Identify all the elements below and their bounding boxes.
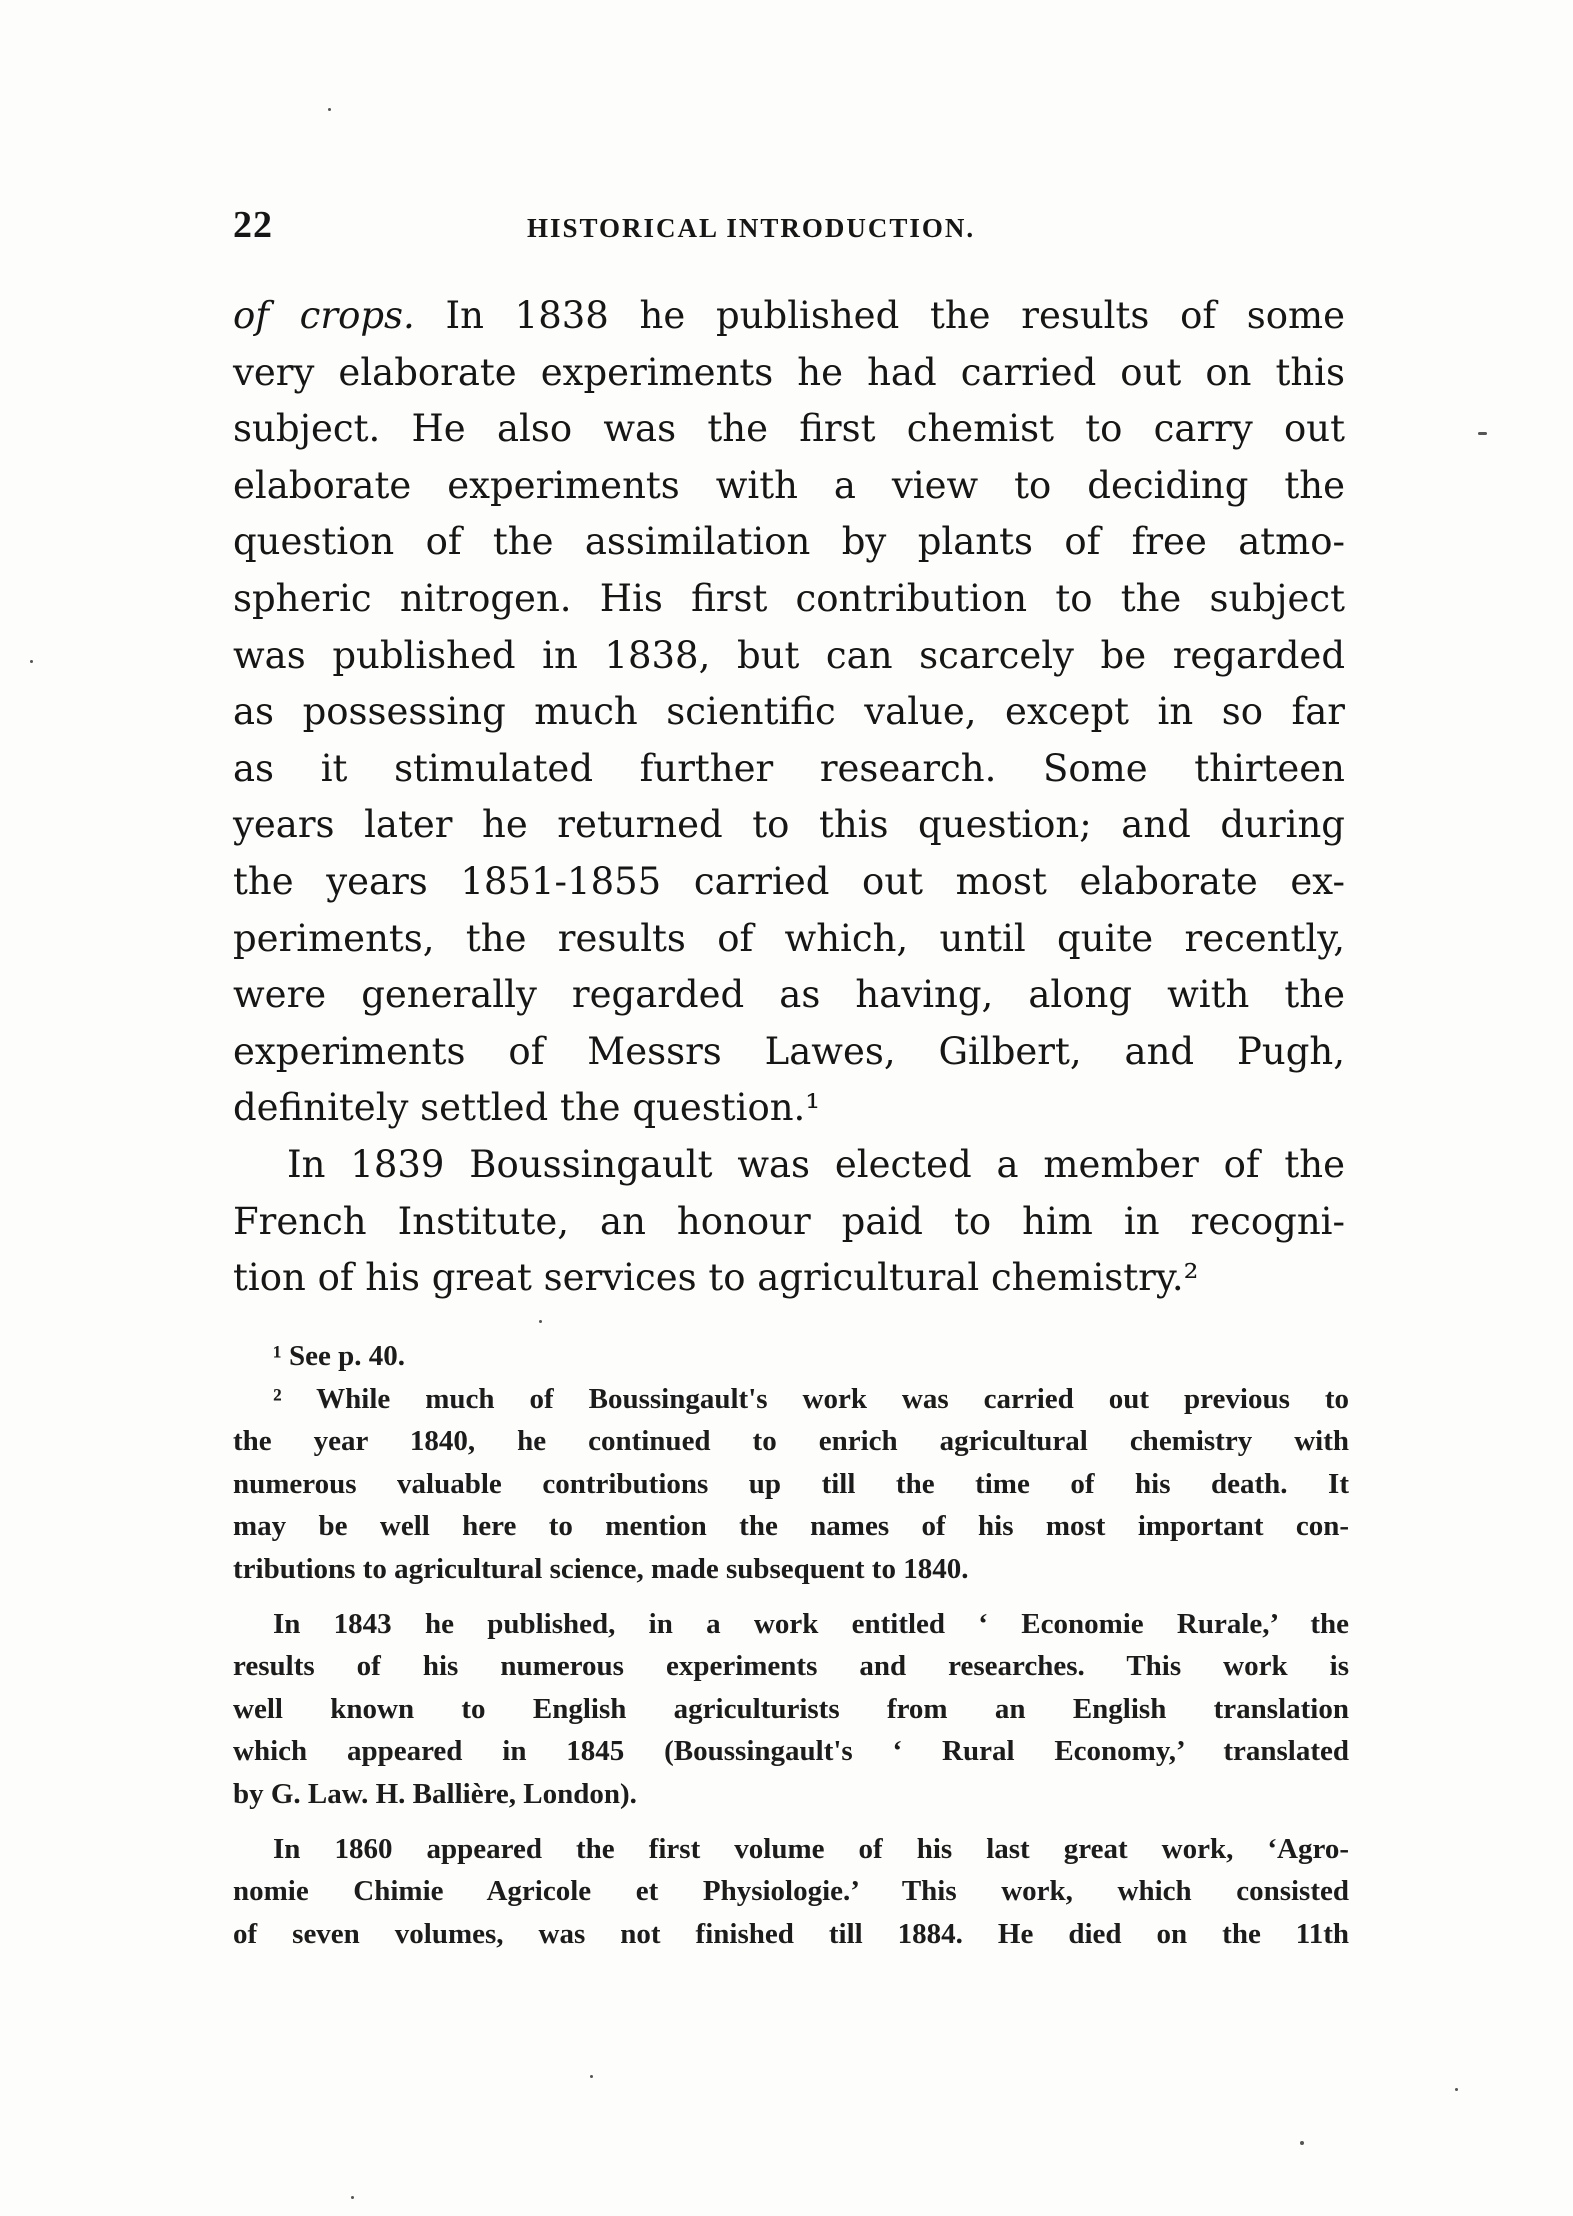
text-line: as it stimulated further research. Some thirteen bbox=[233, 746, 1345, 790]
page-number: 22 bbox=[233, 204, 273, 246]
paragraph-2 bbox=[233, 1137, 1345, 1307]
scan-speck bbox=[539, 1320, 542, 1323]
running-title: HISTORICAL INTRODUCTION. bbox=[527, 213, 976, 243]
footnote-spacer bbox=[233, 1816, 1349, 1828]
scan-speck bbox=[30, 660, 33, 663]
text-line: the years 1851-1855 carried out most elaborate ex- bbox=[233, 859, 1345, 903]
main-text bbox=[233, 288, 1345, 1307]
footnote-line: which appeared in 1845 (Boussingault's ‘ Rural Economy,’ translated bbox=[233, 1735, 1349, 1768]
footnote-line: of seven volumes, was not finished till 1884. He died on the 11th bbox=[233, 1917, 1349, 1950]
text-line: definitely settled the question.¹ bbox=[233, 1086, 821, 1130]
text-line: elaborate experiments with a view to deciding the bbox=[233, 463, 1345, 507]
text-line: spheric nitrogen. His first contribution to the subject bbox=[233, 576, 1345, 620]
footnote-line: the year 1840, he continued to enrich agricultural chemistry with bbox=[233, 1425, 1349, 1458]
footnote-line: well known to English agriculturists from an English translation bbox=[233, 1692, 1349, 1725]
scan-speck bbox=[328, 108, 331, 111]
scan-speck bbox=[351, 2196, 354, 2199]
italic-phrase: of crops. bbox=[233, 294, 415, 337]
footnote-spacer bbox=[233, 1591, 1349, 1603]
scan-speck bbox=[1478, 432, 1487, 435]
scan-speck bbox=[1455, 2088, 1458, 2091]
text-line: was published in 1838, but can scarcely be regarded bbox=[233, 633, 1345, 677]
text-line: experiments of Messrs Lawes, Gilbert, and Pugh, bbox=[233, 1029, 1345, 1073]
text-line: subject. He also was the first chemist to carry out bbox=[233, 407, 1345, 451]
text-line: tion of his great services to agricultural chemistry.² bbox=[233, 1256, 1199, 1300]
scan-speck bbox=[590, 2075, 593, 2078]
text-line: In 1839 Boussingault was elected a member of the bbox=[287, 1142, 1345, 1186]
text-line: very elaborate experiments he had carried out on this bbox=[233, 350, 1345, 394]
footnote-line: nomie Chimie Agricole et Physiologie.’ This work, which consisted bbox=[233, 1875, 1349, 1908]
scan-speck bbox=[1300, 2141, 1304, 2145]
footnote-line: In 1860 appeared the first volume of his last great work, ‘Agro- bbox=[273, 1832, 1349, 1865]
page-header bbox=[233, 203, 1333, 253]
text-line: periments, the results of which, until quite recently, bbox=[233, 916, 1345, 960]
footnote-line: numerous valuable contributions up till the time of his death. It bbox=[233, 1467, 1349, 1500]
footnote-1 bbox=[233, 1335, 1349, 1378]
text-line: question of the assimilation by plants of free atmo- bbox=[233, 520, 1345, 564]
footnote-line: ² While much of Boussingault's work was carried out previous to bbox=[273, 1382, 1349, 1415]
text-line: of crops. In 1838 he published the results of some bbox=[233, 294, 1345, 337]
footnote-line: In 1843 he published, in a work entitled ‘ Economie Rurale,’ the bbox=[273, 1607, 1349, 1640]
footnote-line: by G. Law. H. Ballière, London). bbox=[233, 1777, 637, 1810]
footnote-line: tributions to agricultural science, made subsequent to 1840. bbox=[233, 1552, 969, 1585]
footnotes bbox=[233, 1335, 1349, 1955]
footnote-line: results of his numerous experiments and researches. This work is bbox=[233, 1650, 1349, 1683]
text-line: French Institute, an honour paid to him in recogni- bbox=[233, 1199, 1345, 1243]
paragraph-1 bbox=[233, 288, 1345, 1137]
text-line: as possessing much scientific value, except in so far bbox=[233, 690, 1345, 734]
text-line: years later he returned to this question; and during bbox=[233, 803, 1345, 847]
footnote-2 bbox=[233, 1378, 1349, 1956]
footnote-line: may be well here to mention the names of his most important con- bbox=[233, 1510, 1349, 1543]
text-line: were generally regarded as having, along with the bbox=[233, 973, 1345, 1017]
footnote-line: ¹ See p. 40. bbox=[273, 1340, 405, 1372]
